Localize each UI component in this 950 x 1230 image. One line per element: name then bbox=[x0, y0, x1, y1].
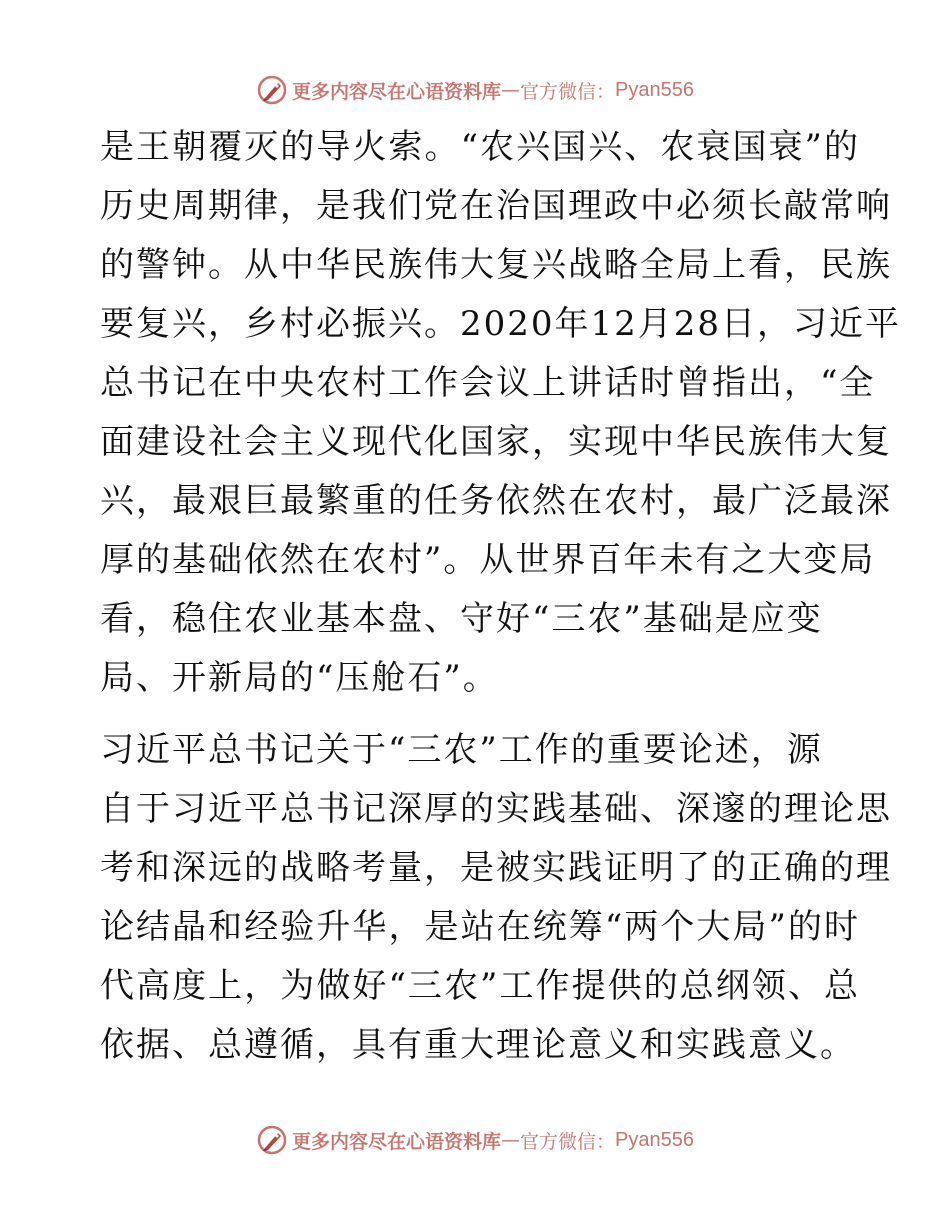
text-line: 看，稳住农业基本盘、守好“三农”基础是应变 bbox=[100, 599, 823, 639]
banner-contact-id: Pyan556 bbox=[615, 78, 694, 101]
text-line: 论结晶和经验升华，是站在统筹“两个大局”的时 bbox=[100, 907, 860, 947]
paragraph-1 bbox=[100, 118, 902, 708]
banner-contact-label: 官方微信： bbox=[520, 80, 616, 103]
banner-title: 更多内容尽在心语资料库 bbox=[292, 1130, 502, 1153]
text-line: 习近平总书记关于“三农”工作的重要论述，源 bbox=[100, 730, 823, 770]
banner-contact-label: 官方微信： bbox=[520, 1130, 616, 1153]
text-line: 兴，最艰巨最繁重的任务依然在农村，最广泛最深 bbox=[100, 481, 892, 521]
text-line: 的警钟。从中华民族伟大复兴战略全局上看，民族 bbox=[100, 245, 892, 285]
text-line: 代高度上，为做好“三农”工作提供的总纲领、总 bbox=[100, 966, 860, 1006]
footer-banner bbox=[0, 1120, 950, 1160]
text-line: 要复兴，乡村必振兴。2020年12月28日，习近平 bbox=[100, 304, 902, 344]
text-line: 总书记在中央农村工作会议上讲话时曾指出，“全 bbox=[100, 363, 876, 403]
header-banner bbox=[0, 70, 950, 110]
banner-title: 更多内容尽在心语资料库 bbox=[292, 80, 502, 103]
text-line: 局、开新局的“压舱石”。 bbox=[100, 658, 499, 698]
paragraph-2 bbox=[100, 721, 892, 1075]
pen-nib-circle-icon bbox=[256, 74, 288, 106]
pen-nib-circle-icon bbox=[256, 1124, 288, 1156]
document-body bbox=[100, 118, 902, 1075]
text-line: 是王朝覆灭的导火索。“农兴国兴、农衰国衰”的 bbox=[100, 127, 860, 167]
banner-contact-id: Pyan556 bbox=[615, 1128, 694, 1151]
text-line: 面建设社会主义现代化国家，实现中华民族伟大复 bbox=[100, 422, 892, 462]
paragraph-gap bbox=[100, 708, 860, 721]
banner-separator: — bbox=[501, 1129, 521, 1151]
banner-separator: — bbox=[501, 79, 521, 101]
text-line: 依据、总遵循，具有重大理论意义和实践意义。 bbox=[100, 1025, 856, 1065]
text-line: 历史周期律，是我们党在治国理政中必须长敲常响 bbox=[100, 186, 892, 226]
text-line: 考和深远的战略考量，是被实践证明了的正确的理 bbox=[100, 848, 892, 888]
text-line: 厚的基础依然在农村”。从世界百年未有之大变局 bbox=[100, 540, 876, 580]
text-line: 自于习近平总书记深厚的实践基础、深邃的理论思 bbox=[100, 789, 892, 829]
